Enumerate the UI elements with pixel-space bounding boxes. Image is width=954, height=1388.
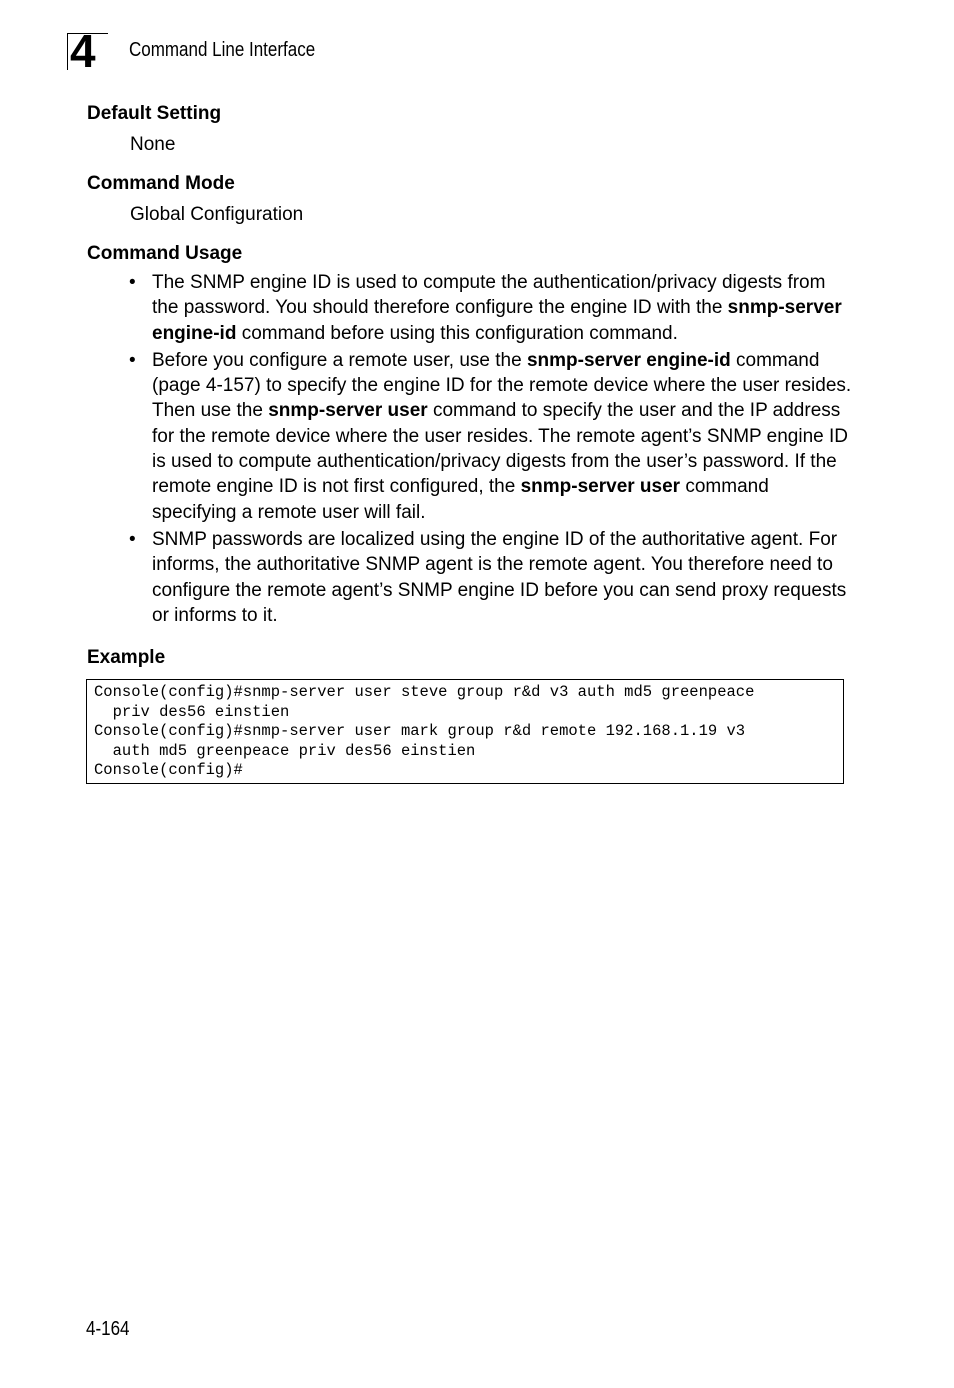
code-line: Console(config)#snmp-server user mark group r&d remote 192.168.1.19 v3 [94, 722, 746, 740]
command-keyword: snmp-server user [268, 400, 428, 422]
bullet-marker: • [129, 272, 136, 293]
command-keyword: snmp-server engine-id [526, 349, 731, 371]
command-usage-list [0, 270, 954, 630]
usage-text: command (page 4-157) to specify the engine ID for the remote device where the user resides. Then use the [152, 349, 852, 422]
chapter-number: 4 [70, 25, 95, 77]
example-heading: Example [87, 647, 166, 668]
command-mode-heading: Command Mode [87, 173, 235, 194]
command-keyword: snmp-server user [520, 476, 681, 498]
bullet-marker: • [129, 528, 136, 550]
code-line: Console(config)#snmp-server user steve group r&d v3 auth md5 greenpeace [94, 683, 755, 701]
page-number: 4-164 [86, 1318, 130, 1340]
usage-bullet [129, 527, 852, 628]
code-line: Console(config)# [94, 761, 243, 779]
usage-text: command to specify the user and the IP address for the remote device where the user resides. The remote agent’s SNMP engine ID is used to compute authentication/privacy digests from the user’s password. If the remote engine ID is not first configured, the [152, 400, 848, 498]
running-header-title: Command Line Interface [129, 39, 316, 61]
usage-text: Before you configure a remote user, use the [152, 349, 527, 371]
example-code-box [86, 679, 844, 784]
bullet-marker: • [129, 349, 136, 371]
usage-text: The SNMP engine ID is used to compute the authentication/privacy digests from the password. You should therefore configure the engine ID with the [152, 272, 826, 319]
default-setting-heading: Default Setting [87, 103, 222, 124]
usage-text: command specifying a remote user will fail. [152, 476, 769, 523]
usage-bullet [129, 270, 852, 346]
code-line: priv des56 einstien [94, 702, 290, 721]
default-setting-value: None [130, 134, 176, 155]
command-keyword: snmp-server engine-id [152, 297, 842, 344]
example-code-block [87, 680, 843, 781]
usage-bullet [129, 348, 852, 525]
usage-text: SNMP passwords are localized using the engine ID of the authoritative agent. For informs, the authoritative SNMP agent is the remote agent. You therefore need to configure the remote agent’s SNMP engine ID before you can send proxy requests or informs to it. [152, 528, 847, 626]
usage-text: command before using this configuration command. [236, 322, 678, 344]
code-line: auth md5 greenpeace priv des56 einstien [94, 741, 476, 760]
command-mode-value: Global Configuration [130, 204, 304, 225]
command-usage-heading: Command Usage [87, 243, 243, 264]
